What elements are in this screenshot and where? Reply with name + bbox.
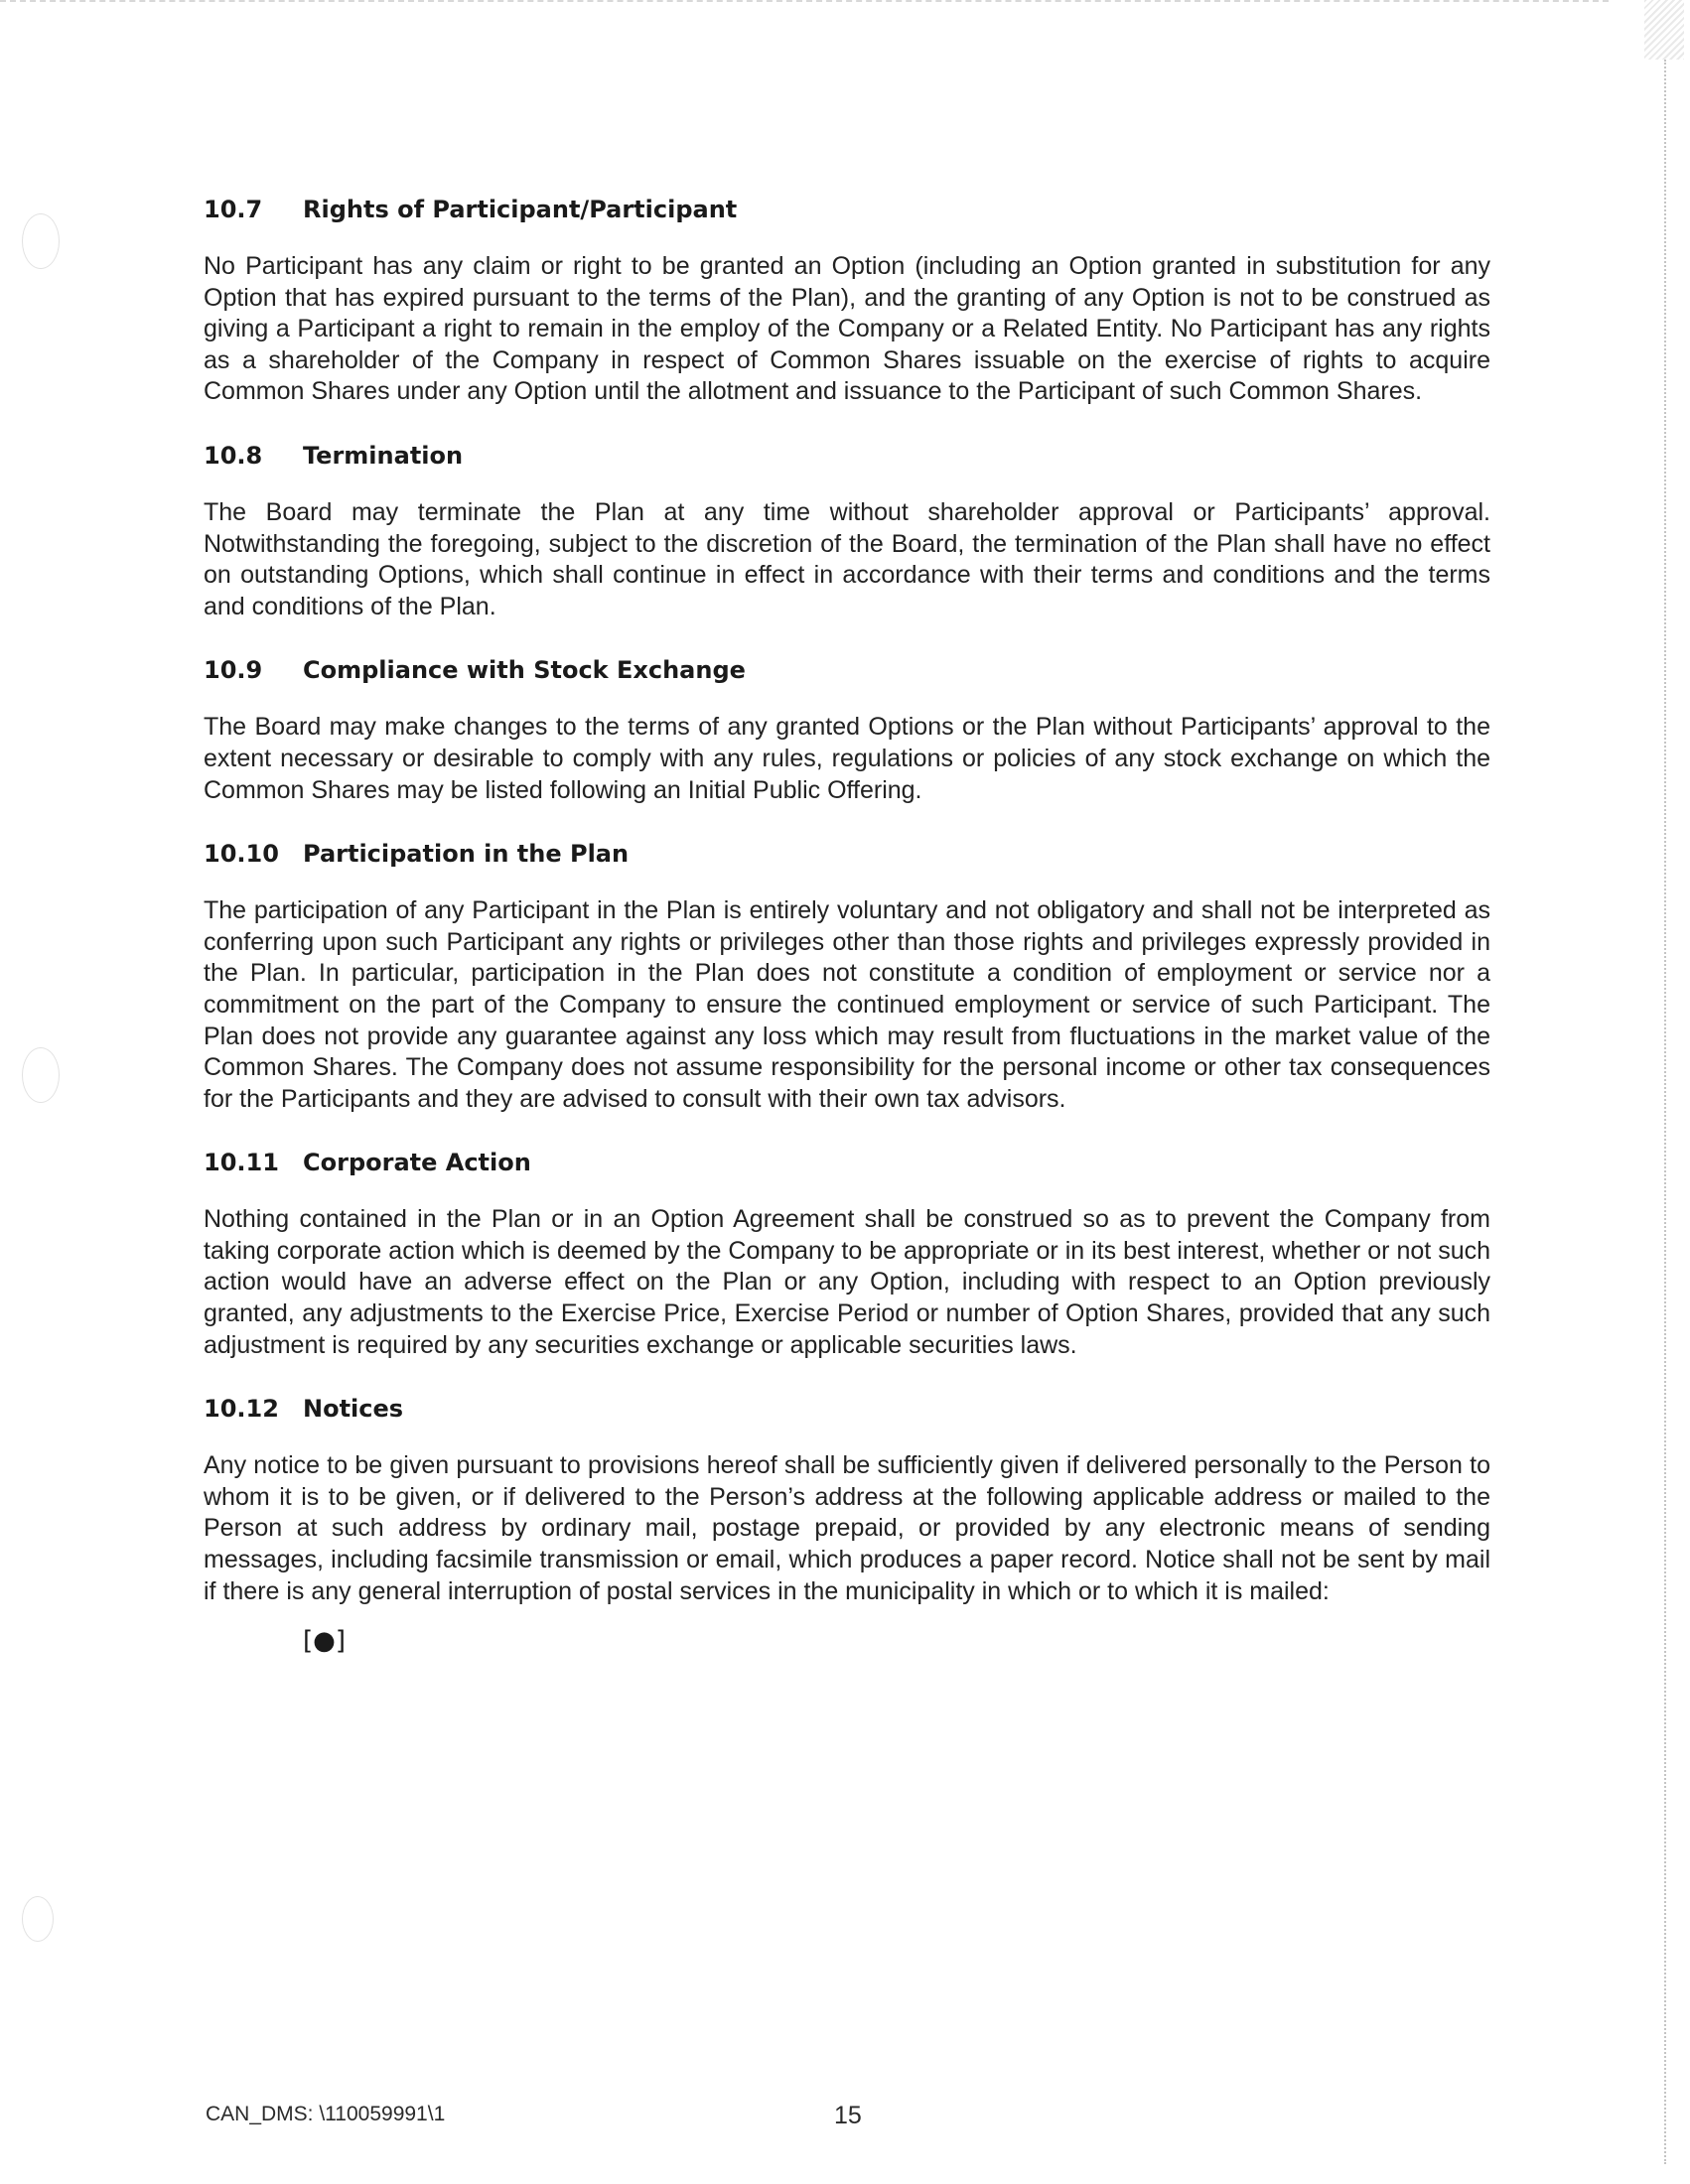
section-number: 10.10 [204,840,279,869]
notice-address-placeholder: [●] [303,1626,346,1657]
document-body [204,195,1490,1657]
section-10-12 [204,1394,1490,1657]
section-heading [204,441,1490,471]
section-number: 10.11 [204,1149,279,1177]
section-paragraph: Any notice to be given pursuant to provisions hereof shall be sufficiently given if delivered personally to the Person to whom it is to be given, or if delivered to the Person’s address at the following applicable address or mailed to the Person at such address by ordinary mail, postage prepaid, or provided by any electronic means of sending messages, including facsimile transmission or email, which produces a paper record. Notice shall not be sent by mail if there is any general interruption of postal services in the municipality in which or to which it is mailed: [204,1451,1490,1605]
section-10-9 [204,655,1490,806]
section-paragraph: The Board may terminate the Plan at any time without shareholder approval or Participants’ approval. Notwithstanding the foregoing, subject to the discretion of the Board, the termination of the Plan shall have no effect on outstanding Options, which shall continue in effect in accordance with their terms and conditions and the terms and conditions of the Plan. [204,497,1490,620]
section-title: Termination [303,441,464,470]
section-paragraph: Nothing contained in the Plan or in an Option Agreement shall be construed so as to prevent the Company from taking corporate action which is deemed by the Company to be appropriate or in its best interest, whether or not such action would have an adverse effect on the Plan or any Option, including with respect to an Option previously granted, any adjustments to the Exercise Price, Exercise Period or number of Option Shares, provided that any such adjustment is required by any securities exchange or applicable securities laws. [204,1205,1490,1359]
section-heading [204,1394,1490,1424]
section-number: 10.8 [204,441,263,470]
section-number: 10.9 [204,656,263,685]
punch-hole [22,1896,54,1942]
section-paragraph: No Participant has any claim or right to be granted an Option (including an Option granted in substitution for any Option that has expired pursuant to the terms of the Plan), and the granting of any Option is not to be construed as giving a Participant a right to remain in the employ of the Company or a Related Entity. No Participant has any rights as a shareholder of the Company in respect of Common Shares issuable on the exercise of rights to acquire Common Shares under any Option until the allotment and issuance to the Participant of such Common Shares. [204,252,1490,406]
section-number: 10.7 [204,196,263,223]
section-10-7 [204,195,1490,408]
section-10-11 [204,1148,1490,1361]
scan-corner-artifact [1644,0,1684,60]
section-title: Notices [303,1395,404,1424]
scan-edge-right [1664,60,1666,2164]
footer-page-number: 15 [834,2102,862,2129]
section-title: Compliance with Stock Exchange [303,656,746,685]
section-paragraph: The Board may make changes to the terms of any granted Options or the Plan without Participants’ approval to the extent necessary or desirable to comply with any rules, regulations or policies of any stock exchange on which the Common Shares may be listed following an Initial Public Offering. [204,713,1490,804]
section-number: 10.12 [204,1395,279,1424]
section-heading [204,195,1490,224]
scan-edge-top [0,0,1609,6]
section-10-10 [204,839,1490,1115]
section-title: Participation in the Plan [303,840,630,869]
section-heading [204,655,1490,685]
section-paragraph: The participation of any Participant in the Plan is entirely voluntary and not obligatory and shall not be interpreted as conferring upon such Participant any rights or privileges other than those rights and privileges expressly provided in the Plan. In particular, participation in the Plan does not constitute a condition of employment or service nor a commitment on the part of the Company to ensure the continued employment or service of such Participant. The Plan does not provide any guarantee against any loss which may result from fluctuations in the market value of the Common Shares. The Company does not assume responsibility for the personal income or other tax consequences for the Participants and they are advised to consult with their own tax advisors. [204,896,1490,1113]
section-heading [204,839,1490,869]
section-title: Rights of Participant/Participant [303,196,738,223]
punch-hole [22,213,60,269]
section-title: Corporate Action [303,1149,531,1177]
footer-document-id: CAN_DMS: \110059991\1 [206,2103,446,2125]
section-10-8 [204,441,1490,622]
punch-hole [22,1047,60,1103]
section-heading [204,1148,1490,1177]
